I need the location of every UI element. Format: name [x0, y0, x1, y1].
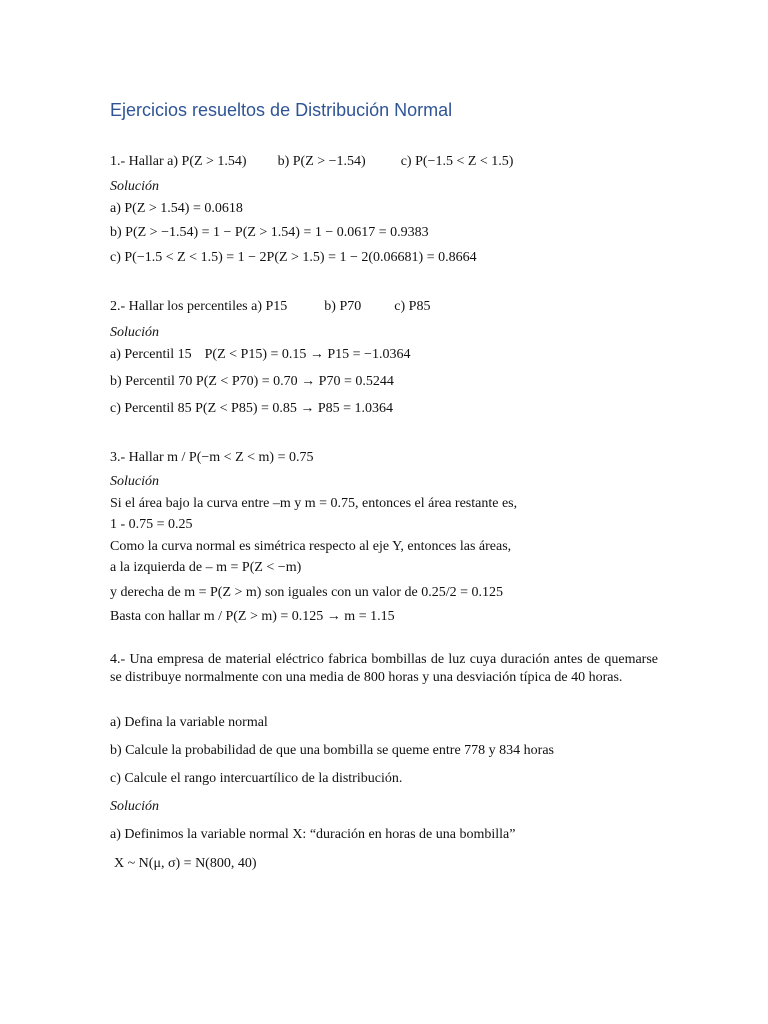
exercise-2-solution-a — [110, 346, 410, 364]
exercise-4-item-a: a) Defina la variable normal — [110, 715, 268, 730]
exercise-4-item-b: b) Calcule la probabilidad de que una bombilla se queme entre 778 y 834 horas — [110, 743, 554, 758]
exercise-1-b-label: b) — [277, 154, 290, 169]
exercise-2-solution-b — [110, 373, 394, 391]
exercise-2-solution-label: Solución — [110, 325, 159, 340]
exercise-3-line-3: Como la curva normal es simétrica respecto al eje Y, entonces las áreas, — [110, 539, 512, 554]
exercise-3-lead: 3.- Hallar — [110, 450, 164, 465]
exercise-2-lead: 2.- Hallar los percentiles a) — [110, 299, 262, 314]
exercise-1-solution-label: Solución — [110, 179, 159, 194]
exercise-2-c-label: c) — [394, 299, 406, 314]
exercise-2-b-label: b) — [324, 299, 336, 314]
solution-c-expr: P(Z < P85) = 0.85 → P85 = 1.0364 — [195, 401, 394, 416]
exercise-2-b-expr: P70 — [339, 299, 362, 314]
exercise-3-statement — [110, 449, 313, 467]
line-4-lead: a la izquierda de — [110, 560, 203, 575]
line-5-lead: y derecha de — [110, 585, 181, 600]
exercise-3-expr: m / P(−m < Z < m) = 0.75 — [167, 450, 314, 465]
exercise-3-line-5 — [110, 584, 503, 602]
exercise-4-solution-a-expr: X ~ N(μ, σ) = N(800, 40) — [114, 856, 257, 871]
solution-a-expr: P(Z < P15) = 0.15 → P15 = −1.0364 — [204, 347, 411, 362]
exercise-2-statement — [110, 298, 430, 316]
exercise-1-c-label: c) — [400, 154, 412, 169]
solution-b-expr: P(Z < P70) = 0.70 → P70 = 0.5244 — [195, 374, 394, 389]
exercise-3-line-2: 1 - 0.75 = 0.25 — [110, 517, 193, 532]
solution-c-label: c) — [110, 250, 121, 265]
exercise-2-a-expr: P15 — [265, 299, 288, 314]
exercise-4-solution-label: Solución — [110, 799, 159, 814]
exercise-1-statement — [110, 153, 513, 171]
exercise-1-lead: 1.- Hallar a) — [110, 154, 179, 169]
solution-a-label: a) — [110, 201, 121, 216]
solution-b-expr: P(Z > −1.54) = 1 − P(Z > 1.54) = 1 − 0.0617 = 0.9383 — [125, 225, 429, 240]
line-6-lead: Basta con hallar — [110, 609, 201, 624]
exercise-4-solution-a: a) Definimos la variable normal X: “duración en horas de una bombilla” — [110, 827, 516, 842]
solution-a-expr: P(Z > 1.54) = 0.0618 — [124, 201, 243, 216]
exercise-1-solution-b — [110, 224, 429, 242]
exercise-1-c-expr: P(−1.5 < Z < 1.5) — [415, 154, 514, 169]
exercise-3-solution-label: Solución — [110, 474, 159, 489]
exercise-3-line-4 — [110, 559, 301, 577]
exercise-2-c-expr: P85 — [408, 299, 431, 314]
solution-b-label: b) — [110, 225, 122, 240]
page-title: Ejercicios resueltos de Distribución Normal — [110, 100, 453, 120]
solution-a-label: a) Percentil 15 — [110, 347, 192, 362]
exercise-3-line-6 — [110, 608, 395, 626]
exercise-3-line-1: Si el área bajo la curva entre –m y m = 0.75, entonces el área restante es, — [110, 496, 518, 511]
solution-c-expr: P(−1.5 < Z < 1.5) = 1 − 2P(Z > 1.5) = 1 − 2(0.06681) = 0.8664 — [124, 250, 477, 265]
exercise-4-item-c: c) Calcule el rango intercuartílico de la distribución. — [110, 771, 403, 786]
exercise-1-solution-a — [110, 200, 243, 218]
exercise-1-solution-c — [110, 249, 477, 267]
exercise-4-statement: 4.- Una empresa de material eléctrico fabrica bombillas de luz cuya duración antes de quemarse se distribuye normalmente con una media de 800 horas y una desviación típica de 40 horas. — [110, 652, 658, 685]
line-4-expr: – m = P(Z < −m) — [205, 560, 302, 575]
line-5-tail: son iguales con un valor de 0.25/2 = 0.125 — [264, 585, 504, 600]
line-6-expr: m / P(Z > m) = 0.125 → m = 1.15 — [203, 609, 395, 624]
exercise-1-b-expr: P(Z > −1.54) — [292, 154, 366, 169]
exercise-1-a-expr: P(Z > 1.54) — [181, 154, 247, 169]
line-5-expr: m = P(Z > m) — [184, 585, 262, 600]
solution-c-label: c) Percentil 85 — [110, 401, 192, 416]
exercise-2-solution-c — [110, 400, 393, 418]
solution-b-label: b) Percentil 70 — [110, 374, 193, 389]
